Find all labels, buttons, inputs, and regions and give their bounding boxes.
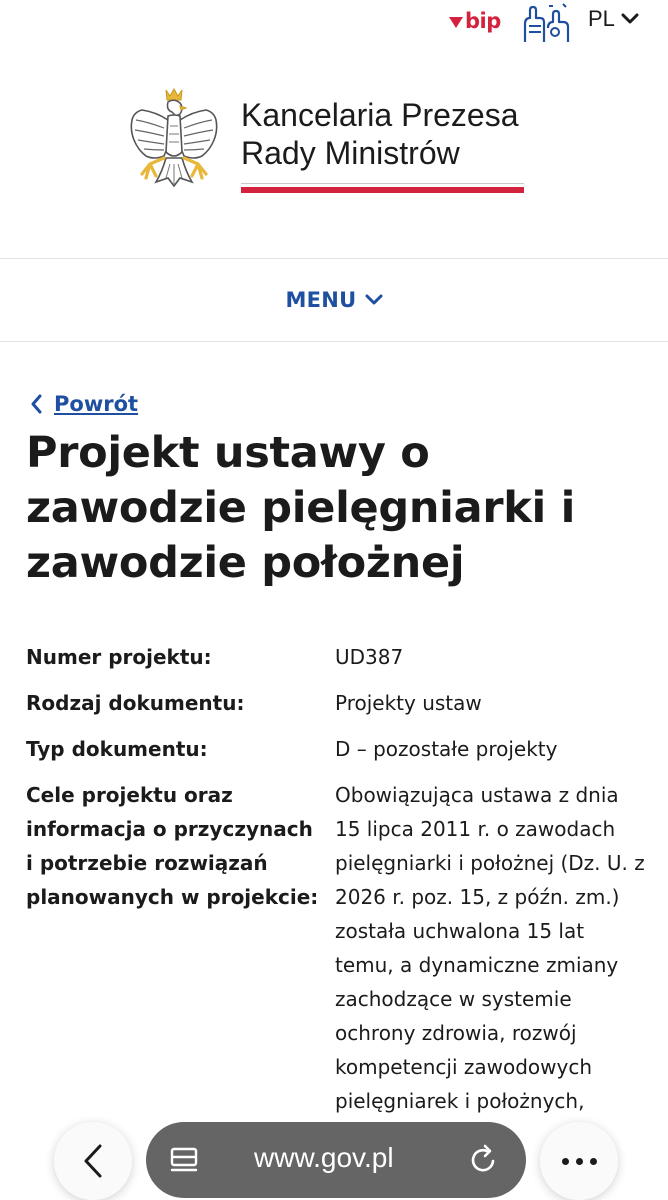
meta-key: Rodzaj dokumentu: [26,691,245,715]
more-options-button[interactable] [540,1122,618,1200]
chevron-down-icon [365,294,383,306]
chevron-left-icon [82,1143,104,1179]
menu-button[interactable] [285,288,382,312]
flag-stripe [241,183,524,195]
project-metadata [26,640,646,1130]
meta-value: D – pozostałe projekty [335,737,558,761]
back-link[interactable] [30,392,138,416]
meta-row-document-type [26,732,646,766]
chevron-left-icon [30,394,42,414]
top-utility-bar [0,0,668,48]
meta-value: UD387 [335,645,404,669]
chevron-down-icon [621,13,639,25]
page-menu-icon[interactable] [168,1144,200,1176]
meta-key: Cele projektu oraz informacja o przyczynach i potrzebie rozwiązań planowanych w projekcie: [26,783,319,909]
org-name-line1: Kancelaria Prezesa [241,97,519,133]
meta-value: Projekty ustaw [335,691,482,715]
bip-label: bip [465,9,501,33]
more-icon [562,1158,597,1165]
meta-value: Obowiązująca ustawa z dnia 15 lipca 2011 r. o zawodach pielęgniarki i położnej (Dz. U. z 2026 r. poz. 15, z późn. zm.) została uchwalona 15 lat temu, a dynamiczne zmiany zachodzące w systemie ochrony zdrowia, rozwój kompetencji zawodowych pielęgniarek i położnych, [335,783,645,1113]
org-name-line2: Rady Ministrów [241,135,460,171]
browser-back-button[interactable] [54,1122,132,1200]
address-bar[interactable] [146,1122,526,1198]
page-title: Projekt ustawy o zawodzie pielęgniarki i zawodzie położnej [26,428,576,588]
url-text: www.gov.pl [254,1142,394,1173]
menu-label: MENU [285,288,357,312]
meta-row-project-goals [26,778,646,1118]
meta-row-document-kind [26,686,646,720]
language-label: PL [588,6,615,31]
meta-key: Numer projektu: [26,645,212,669]
back-link-label: Powrót [54,392,139,416]
language-switcher[interactable] [588,6,639,32]
sign-language-icon[interactable] [519,2,573,46]
main-menu-bar [0,258,668,342]
bip-arrow-icon [449,17,463,28]
site-logo[interactable] [128,86,528,206]
organization-name [241,96,518,172]
browser-bottom-bar [0,1100,668,1200]
bip-link[interactable] [449,7,501,35]
meta-key: Typ dokumentu: [26,737,208,761]
polish-eagle-emblem [128,86,220,198]
reload-icon[interactable] [468,1144,500,1176]
meta-row-project-number [26,640,646,674]
